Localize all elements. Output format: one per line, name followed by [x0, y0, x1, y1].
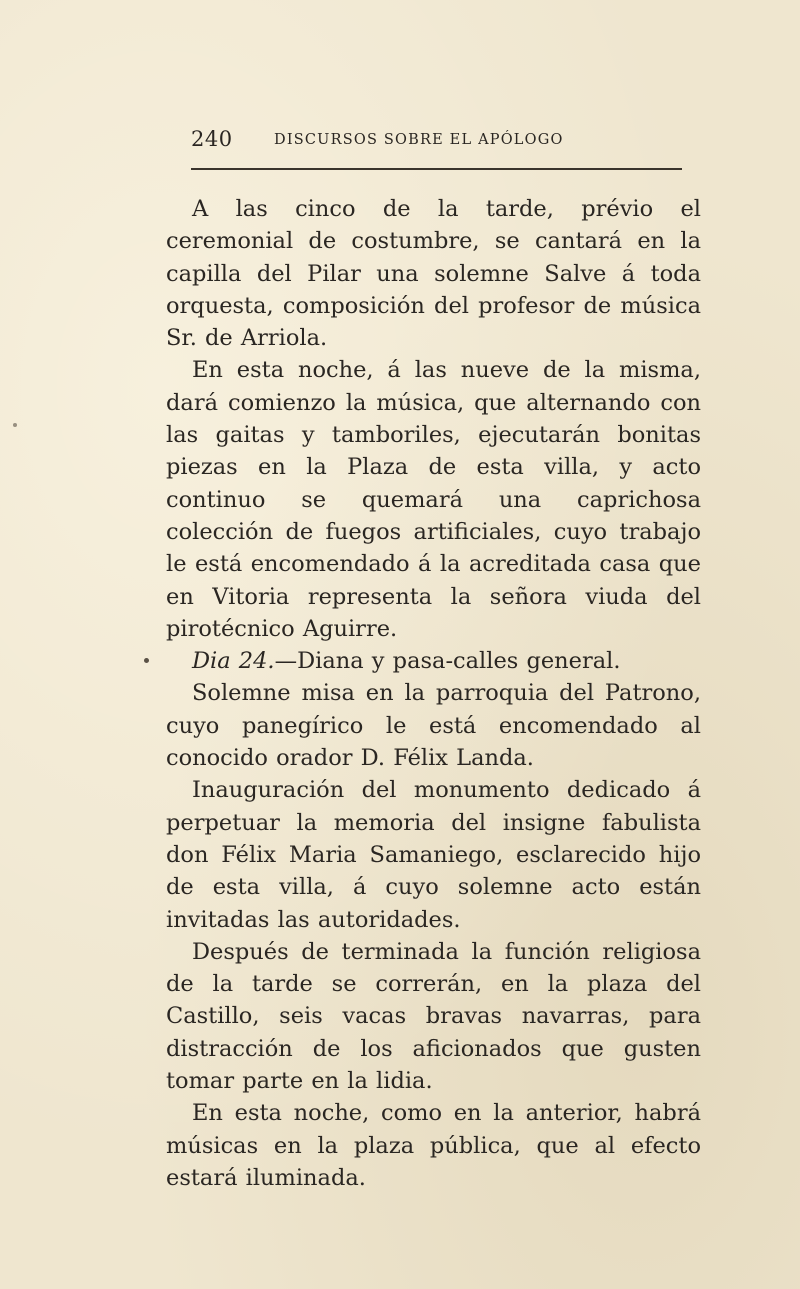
- paragraph-2: En esta noche, á las nueve de la misma, dará comienzo la música, que alternando con las gaitas y tamboriles, ejecutarán bonitas piezas en la Plaza de esta villa, y acto continuo se quemará una caprichosa colección de fuegos artificiales, cuyo trabajo le está encomendado á la acreditada casa que en Vitoria representa la señora viuda del pirotécnico Aguirre.: [166, 357, 701, 642]
- paragraph-6: Después de terminada la función religiosa de la tarde se correrán, en la plaza del Castillo, seis vacas bravas navarras, para distracción de los aficionados que gusten tomar parte en la lidia.: [166, 938, 701, 1095]
- paragraph-3: [166, 645, 701, 677]
- running-head: [191, 127, 681, 157]
- paragraph-5: Inauguración del monumento dedicado á perpetuar la memoria del insigne fabulista don Félix Maria Samaniego, esclarecido hijo de esta villa, á cuyo solemne acto están invitadas las autoridades.: [166, 777, 701, 933]
- paragraph-7: En esta noche, como en la anterior, habrá músicas en la plaza pública, que al efecto estará iluminada.: [166, 1100, 701, 1191]
- ink-speck: [144, 658, 149, 663]
- ink-speck: [13, 423, 17, 427]
- body-text: [166, 193, 701, 1194]
- header-rule: [191, 168, 682, 170]
- page-number: 240: [191, 127, 233, 151]
- paragraph-1: A las cinco de la tarde, prévio el ceremonial de costumbre, se cantará en la capilla del Pilar una solemne Salve á toda orquesta, composición del profesor de música Sr. de Arriola.: [166, 196, 701, 352]
- date-label: Dia 24.: [192, 648, 275, 675]
- paragraph-4: Solemne misa en la parroquia del Patrono, cuyo panegírico le está encomendado al conocido orador D. Félix Landa.: [166, 680, 701, 772]
- running-title: DISCURSOS SOBRE EL APÓLOGO: [274, 132, 564, 148]
- paragraph-3-text: —Diana y pasa-calles general.: [274, 648, 621, 675]
